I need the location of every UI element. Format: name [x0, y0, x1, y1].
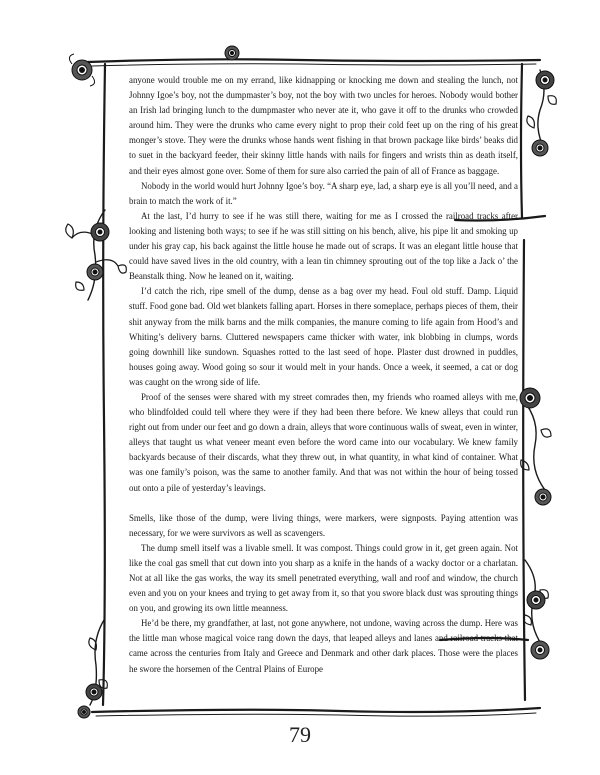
- paragraph-1: anyone would trouble me on my errand, like kidnapping or knocking me down and stealing the lunch, not Johnny Igoe’s boy, not the dumpmaster’s boy, not the boy with two uncles for heroes. Nobody would bother an Irish lad bringing lunch to the dumpmaster who never ate it, who gave it off to the drunks who crowded around him. They were the drunks who came every night to prop their cold feet up on the ring of his great monger’s stove. They were the drunks whose hands went fishing in that brown package like birds’ beaks did to suet in the backyard feeder, their skinny little hands with nails for fingers and wrists thin as death itself, and their eyes almost gone over. Some of them for sure also carried the pain of all of France as baggage.: [129, 75, 518, 176]
- paragraph-6: Smells, like those of the dump, were living things, were markers, were signposts. Paying attention was necessary, for we were survivors as well as scavengers.: [129, 512, 518, 538]
- paragraph-3: At the last, I’d hurry to see if he was still there, waiting for me as I crossed the railroad tracks after looking and listening both ways; to see if he was still sitting on his bench, alive, his pipe lit and smoking up under his gray cap, his back against the little house he made out of scraps. It was an elegant little house that could have saved lives in the old country, with a lean tin chimney sprouting out of the top like a Jack o’ the Beanstalk thing. Now he leaned on it, waiting.: [129, 210, 518, 282]
- paragraph-4: I’d catch the rich, ripe smell of the dump, dense as a bag over my head. Foul old stuff. Damp. Liquid stuff. Food gone bad. Old wet blankets falling apart. Horses in there someplace, perhaps pieces of them, their shit anyway from the milk barns and the milk companies, the manure coming to life again from Hood’s and Whiting’s delivery barns. Cluttered newspapers came thicker with water, ink blobbing in clumps, words going downhill like sundown. Squashes rotted to the last seed of hope. Plaster dust drowned in puddles, houses going away. Wood going so sour it would melt in your hands. Once a week, it seemed, a cat or dog was caught on the wrong side of life.: [129, 286, 518, 387]
- paragraph-7: The dump smell itself was a livable smell. It was compost. Things could grow in it, get green again. Not like the coal gas smell that cut down into you sharp as a knife in the hands of a wacky doctor or a charlatan. Not at all like the gas works, the way its smell penetrated everything, wall and roof and window, the church even and you on your knees and trying to get away from it, so that you swore black dust was sprouting things on you, and growing its own little meanness.: [129, 542, 518, 614]
- paragraph-2: Nobody in the world would hurt Johnny Igoe’s boy. “A sharp eye, lad, a sharp eye is all you’ll need, and a brain to match the work of it.”: [129, 180, 518, 206]
- paragraph-5: Proof of the senses were shared with my street comrades then, my friends who roamed alleys with me, who blindfolded could tell where they were if they had been there before. We knew alleys that could run right out from under our feet and go down a drain, alleys that wore continuous walls of sweat, even in winter, alleys that taught us what veneer meant even before the word came into our vocabulary. We knew family backyards because of their discards, what they threw out, in what quantity, in what kind of container. What was one family’s poison, was the same to another family. And that was not within the hour of being tossed out onto a pile of yesterday’s leavings.: [129, 391, 518, 493]
- body-text: [129, 73, 518, 677]
- page-number: 79: [289, 722, 311, 747]
- paragraph-8: He’d be there, my grandfather, at last, not gone anywhere, not undone, waving across the dump. Here was the little man whose magical voice rang down the days, that leaped alleys and lanes and railroad tracks that came across the centuries from Italy and Greece and Denmark and other dark places. Those were the places he swore the horsemen of the Central Plains of Europe: [129, 618, 518, 674]
